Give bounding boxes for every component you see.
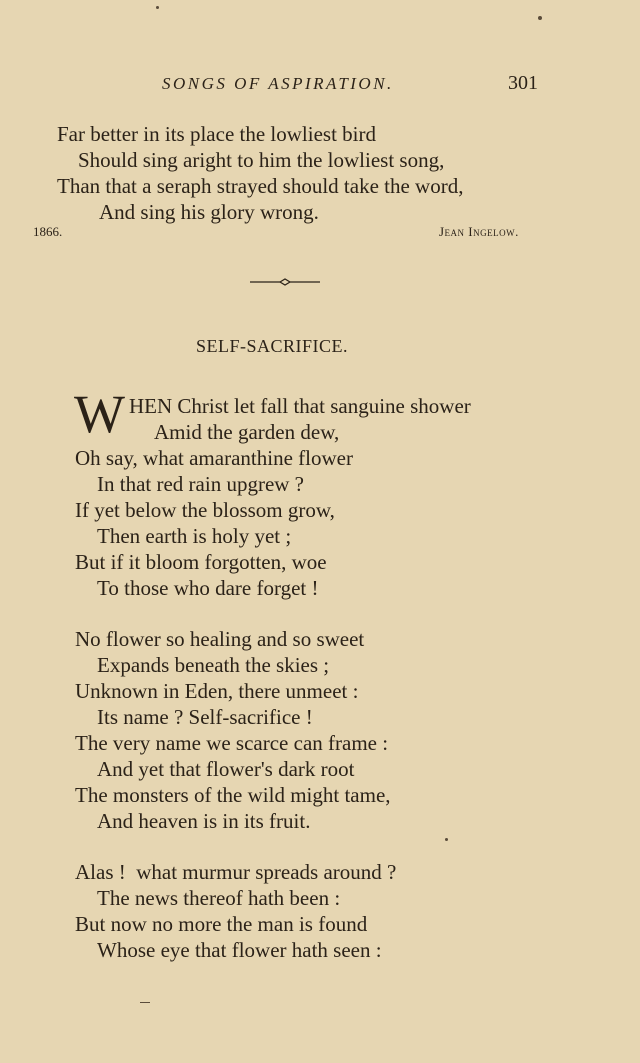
poem-line: But if it bloom forgotten, woe bbox=[75, 550, 327, 574]
paper-speck bbox=[445, 838, 448, 841]
drop-cap: W bbox=[74, 384, 125, 444]
section-divider-ornament bbox=[250, 272, 320, 292]
poem-line: Whose eye that flower hath seen : bbox=[97, 938, 382, 962]
poem-attribution bbox=[0, 224, 640, 244]
page-number: 301 bbox=[508, 72, 538, 94]
poem-line: The very name we scarce can frame : bbox=[75, 731, 389, 755]
poem-line: Its name ? Self-sacrifice ! bbox=[97, 705, 313, 729]
poem-line: Expands beneath the skies ; bbox=[97, 653, 330, 677]
poem-line: If yet below the blossom grow, bbox=[75, 498, 335, 522]
poem-line: Oh say, what amaranthine flower bbox=[75, 446, 353, 470]
poem-line: Than that a seraph strayed should take the word, bbox=[57, 174, 464, 198]
poem-author: Jean Ingelow. bbox=[439, 224, 519, 239]
poem-line: The monsters of the wild might tame, bbox=[75, 783, 391, 807]
poem-line: Unknown in Eden, there unmeet : bbox=[75, 679, 359, 703]
poem-line: Should sing aright to him the lowliest song, bbox=[78, 148, 445, 172]
poem-year: 1866. bbox=[33, 224, 63, 239]
poem-line: To those who dare forget ! bbox=[97, 576, 319, 600]
poem-line: The news thereof hath been : bbox=[97, 886, 341, 910]
poem-line: HEN Christ let fall that sanguine shower bbox=[129, 394, 471, 418]
paper-speck bbox=[156, 6, 159, 9]
running-head: SONGS OF ASPIRATION. bbox=[162, 74, 394, 93]
poem-line: And heaven is in its fruit. bbox=[97, 809, 311, 833]
poem-line: Then earth is holy yet ; bbox=[97, 524, 292, 548]
poem-line: Alas ! what murmur spreads around ? bbox=[75, 860, 397, 884]
page-header bbox=[0, 74, 640, 102]
poem-line: But now no more the man is found bbox=[75, 912, 368, 936]
poem-line: In that red rain upgrew ? bbox=[97, 472, 304, 496]
poem-line: And yet that flower's dark root bbox=[97, 757, 355, 781]
poem-title: SELF-SACRIFICE. bbox=[196, 336, 349, 356]
poem-line: No flower so healing and so sweet bbox=[75, 627, 365, 651]
poem-line: And sing his glory wrong. bbox=[99, 200, 319, 224]
paper-speck bbox=[538, 16, 542, 20]
poem-line: Amid the garden dew, bbox=[154, 420, 340, 444]
poem-line: Far better in its place the lowliest bird bbox=[57, 122, 376, 146]
paper-speck bbox=[140, 1002, 150, 1003]
